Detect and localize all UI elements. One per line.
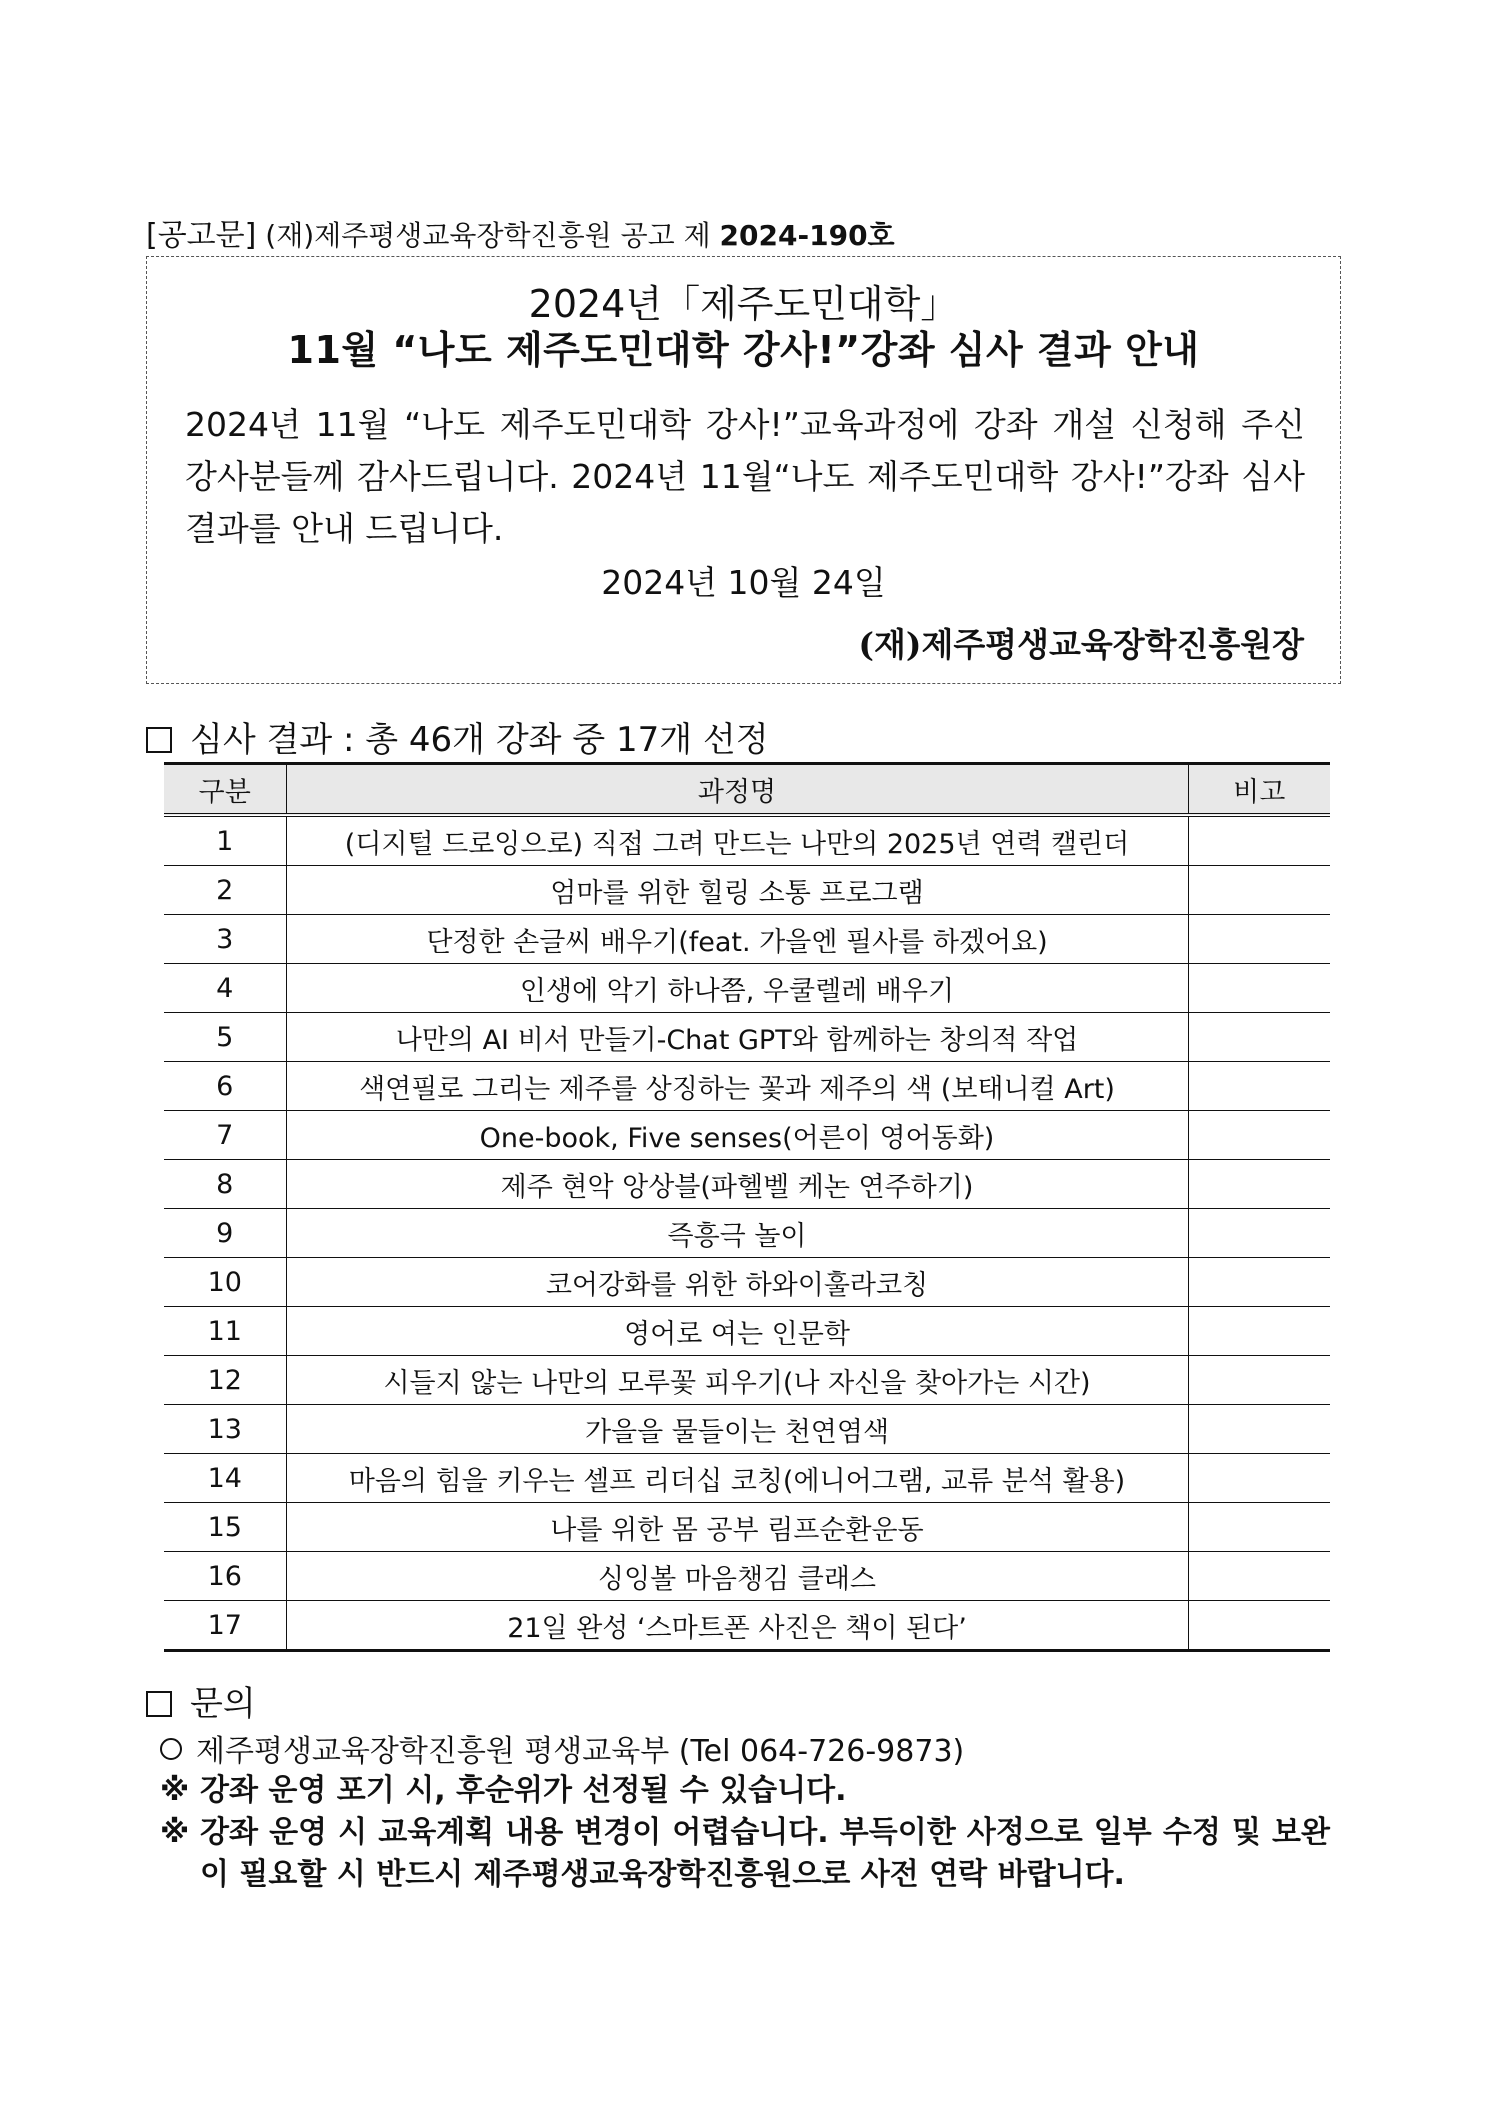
row-note (1188, 1258, 1330, 1307)
course-name: 마음의 힘을 키우는 셀프 리더십 코칭(에니어그램, 교류 분석 활용) (286, 1454, 1188, 1503)
row-note (1188, 1601, 1330, 1651)
row-number: 17 (164, 1601, 286, 1651)
row-number: 3 (164, 915, 286, 964)
notice-title-line2: 11월 “나도 제주도민대학 강사!”강좌 심사 결과 안내 (287, 328, 1200, 372)
row-note (1188, 1454, 1330, 1503)
row-note (1188, 1405, 1330, 1454)
table-row (164, 964, 1330, 1013)
row-number: 16 (164, 1552, 286, 1601)
course-name: 색연필로 그리는 제주를 상징하는 꽃과 제주의 색 (보태니컬 Art) (286, 1062, 1188, 1111)
reference-mark: ※ (160, 1773, 190, 1808)
note-item (160, 1770, 1330, 1812)
section-inquiry-heading (146, 1676, 256, 1725)
row-note (1188, 815, 1330, 866)
course-name: 영어로 여는 인문학 (286, 1307, 1188, 1356)
header-no: 구분 (164, 764, 286, 816)
course-name: 단정한 손글씨 배우기(feat. 가을엔 필사를 하겠어요) (286, 915, 1188, 964)
table-row (164, 1405, 1330, 1454)
table-row (164, 1160, 1330, 1209)
notice-signer: (재)제주평생교육장학진흥원장 (858, 625, 1304, 664)
table-row (164, 1356, 1330, 1405)
table-row (164, 1454, 1330, 1503)
notice-number: 2024-190호 (719, 219, 895, 252)
section-results-heading (146, 712, 769, 761)
row-note (1188, 1013, 1330, 1062)
table-row (164, 915, 1330, 964)
course-name: 코어강화를 위한 하와이훌라코칭 (286, 1258, 1188, 1307)
inquiry-contact-text: 제주평생교육장학진흥원 평생교육부 (Tel 064-726-9873) (196, 1734, 965, 1769)
row-note (1188, 1209, 1330, 1258)
table-row (164, 1062, 1330, 1111)
header-course-name: 과정명 (286, 764, 1188, 816)
course-name: 가을을 물들이는 천연염색 (286, 1405, 1188, 1454)
table-header-row (164, 764, 1330, 816)
table-row (164, 815, 1330, 866)
course-name: 엄마를 위한 힐링 소통 프로그램 (286, 866, 1188, 915)
section-results-label: 심사 결과 : 총 46개 강좌 중 17개 선정 (190, 720, 769, 760)
notice-tag: [공고문] (146, 218, 257, 253)
table-row (164, 1503, 1330, 1552)
row-number: 12 (164, 1356, 286, 1405)
notes-list (160, 1770, 1330, 1896)
table-row (164, 1552, 1330, 1601)
table-row (164, 866, 1330, 915)
row-number: 5 (164, 1013, 286, 1062)
row-number: 9 (164, 1209, 286, 1258)
row-number: 15 (164, 1503, 286, 1552)
note-text: 강좌 운영 포기 시, 후순위가 선정될 수 있습니다. (200, 1773, 847, 1808)
notice-issuer: (재)제주평생교육장학진흥원 공고 제 (265, 219, 711, 252)
row-note (1188, 866, 1330, 915)
row-note (1188, 915, 1330, 964)
course-name: 제주 현악 앙상블(파헬벨 케논 연주하기) (286, 1160, 1188, 1209)
row-note (1188, 1307, 1330, 1356)
row-note (1188, 1503, 1330, 1552)
results-table (164, 762, 1330, 1652)
course-name: 즉흥극 놀이 (286, 1209, 1188, 1258)
row-number: 13 (164, 1405, 286, 1454)
course-name: One-book, Five senses(어른이 영어동화) (286, 1111, 1188, 1160)
row-note (1188, 1062, 1330, 1111)
row-number: 6 (164, 1062, 286, 1111)
circle-bullet-icon (160, 1738, 182, 1760)
row-number: 2 (164, 866, 286, 915)
notice-header (146, 210, 895, 254)
reference-mark: ※ (160, 1815, 190, 1850)
table-row (164, 1013, 1330, 1062)
notice-box (146, 256, 1341, 684)
header-note: 비고 (1188, 764, 1330, 816)
row-number: 10 (164, 1258, 286, 1307)
note-text: 강좌 운영 시 교육계획 내용 변경이 어렵습니다. 부득이한 사정으로 일부 수정 및 보완이 필요할 시 반드시 제주평생교육장학진흥원으로 사전 연락 바랍니다. (200, 1815, 1330, 1892)
square-bullet-icon (146, 1691, 172, 1717)
row-note (1188, 1356, 1330, 1405)
inquiry-contact (160, 1726, 964, 1770)
row-number: 1 (164, 815, 286, 866)
row-number: 11 (164, 1307, 286, 1356)
table-row (164, 1209, 1330, 1258)
course-name: 인생에 악기 하나쯤, 우쿨렐레 배우기 (286, 964, 1188, 1013)
row-note (1188, 1552, 1330, 1601)
course-name: 21일 완성 ‘스마트폰 사진은 책이 된다’ (286, 1601, 1188, 1651)
course-name: (디지털 드로잉으로) 직접 그려 만드는 나만의 2025년 연력 캘린더 (286, 815, 1188, 866)
row-note (1188, 964, 1330, 1013)
table-row (164, 1307, 1330, 1356)
table-row (164, 1601, 1330, 1651)
table-row (164, 1258, 1330, 1307)
row-number: 4 (164, 964, 286, 1013)
table-row (164, 1111, 1330, 1160)
course-name: 나만의 AI 비서 만들기-Chat GPT와 함께하는 창의적 작업 (286, 1013, 1188, 1062)
section-inquiry-label: 문의 (190, 1684, 256, 1724)
row-number: 14 (164, 1454, 286, 1503)
notice-title-line1: 2024년「제주도민대학」 (528, 282, 959, 326)
square-bullet-icon (146, 727, 172, 753)
row-note (1188, 1111, 1330, 1160)
notice-date: 2024년 10월 24일 (601, 563, 886, 602)
course-name: 싱잉볼 마음챙김 클래스 (286, 1552, 1188, 1601)
row-number: 7 (164, 1111, 286, 1160)
course-name: 나를 위한 몸 공부 림프순환운동 (286, 1503, 1188, 1552)
note-item (160, 1812, 1330, 1896)
course-name: 시들지 않는 나만의 모루꽃 피우기(나 자신을 찾아가는 시간) (286, 1356, 1188, 1405)
row-note (1188, 1160, 1330, 1209)
notice-body: 2024년 11월 “나도 제주도민대학 강사!”교육과정에 강좌 개설 신청해 주신 강사분들께 감사드립니다. 2024년 11월“나도 제주도민대학 강사!”강좌 심사 결과를 안내 드립니다. (185, 405, 1305, 548)
row-number: 8 (164, 1160, 286, 1209)
